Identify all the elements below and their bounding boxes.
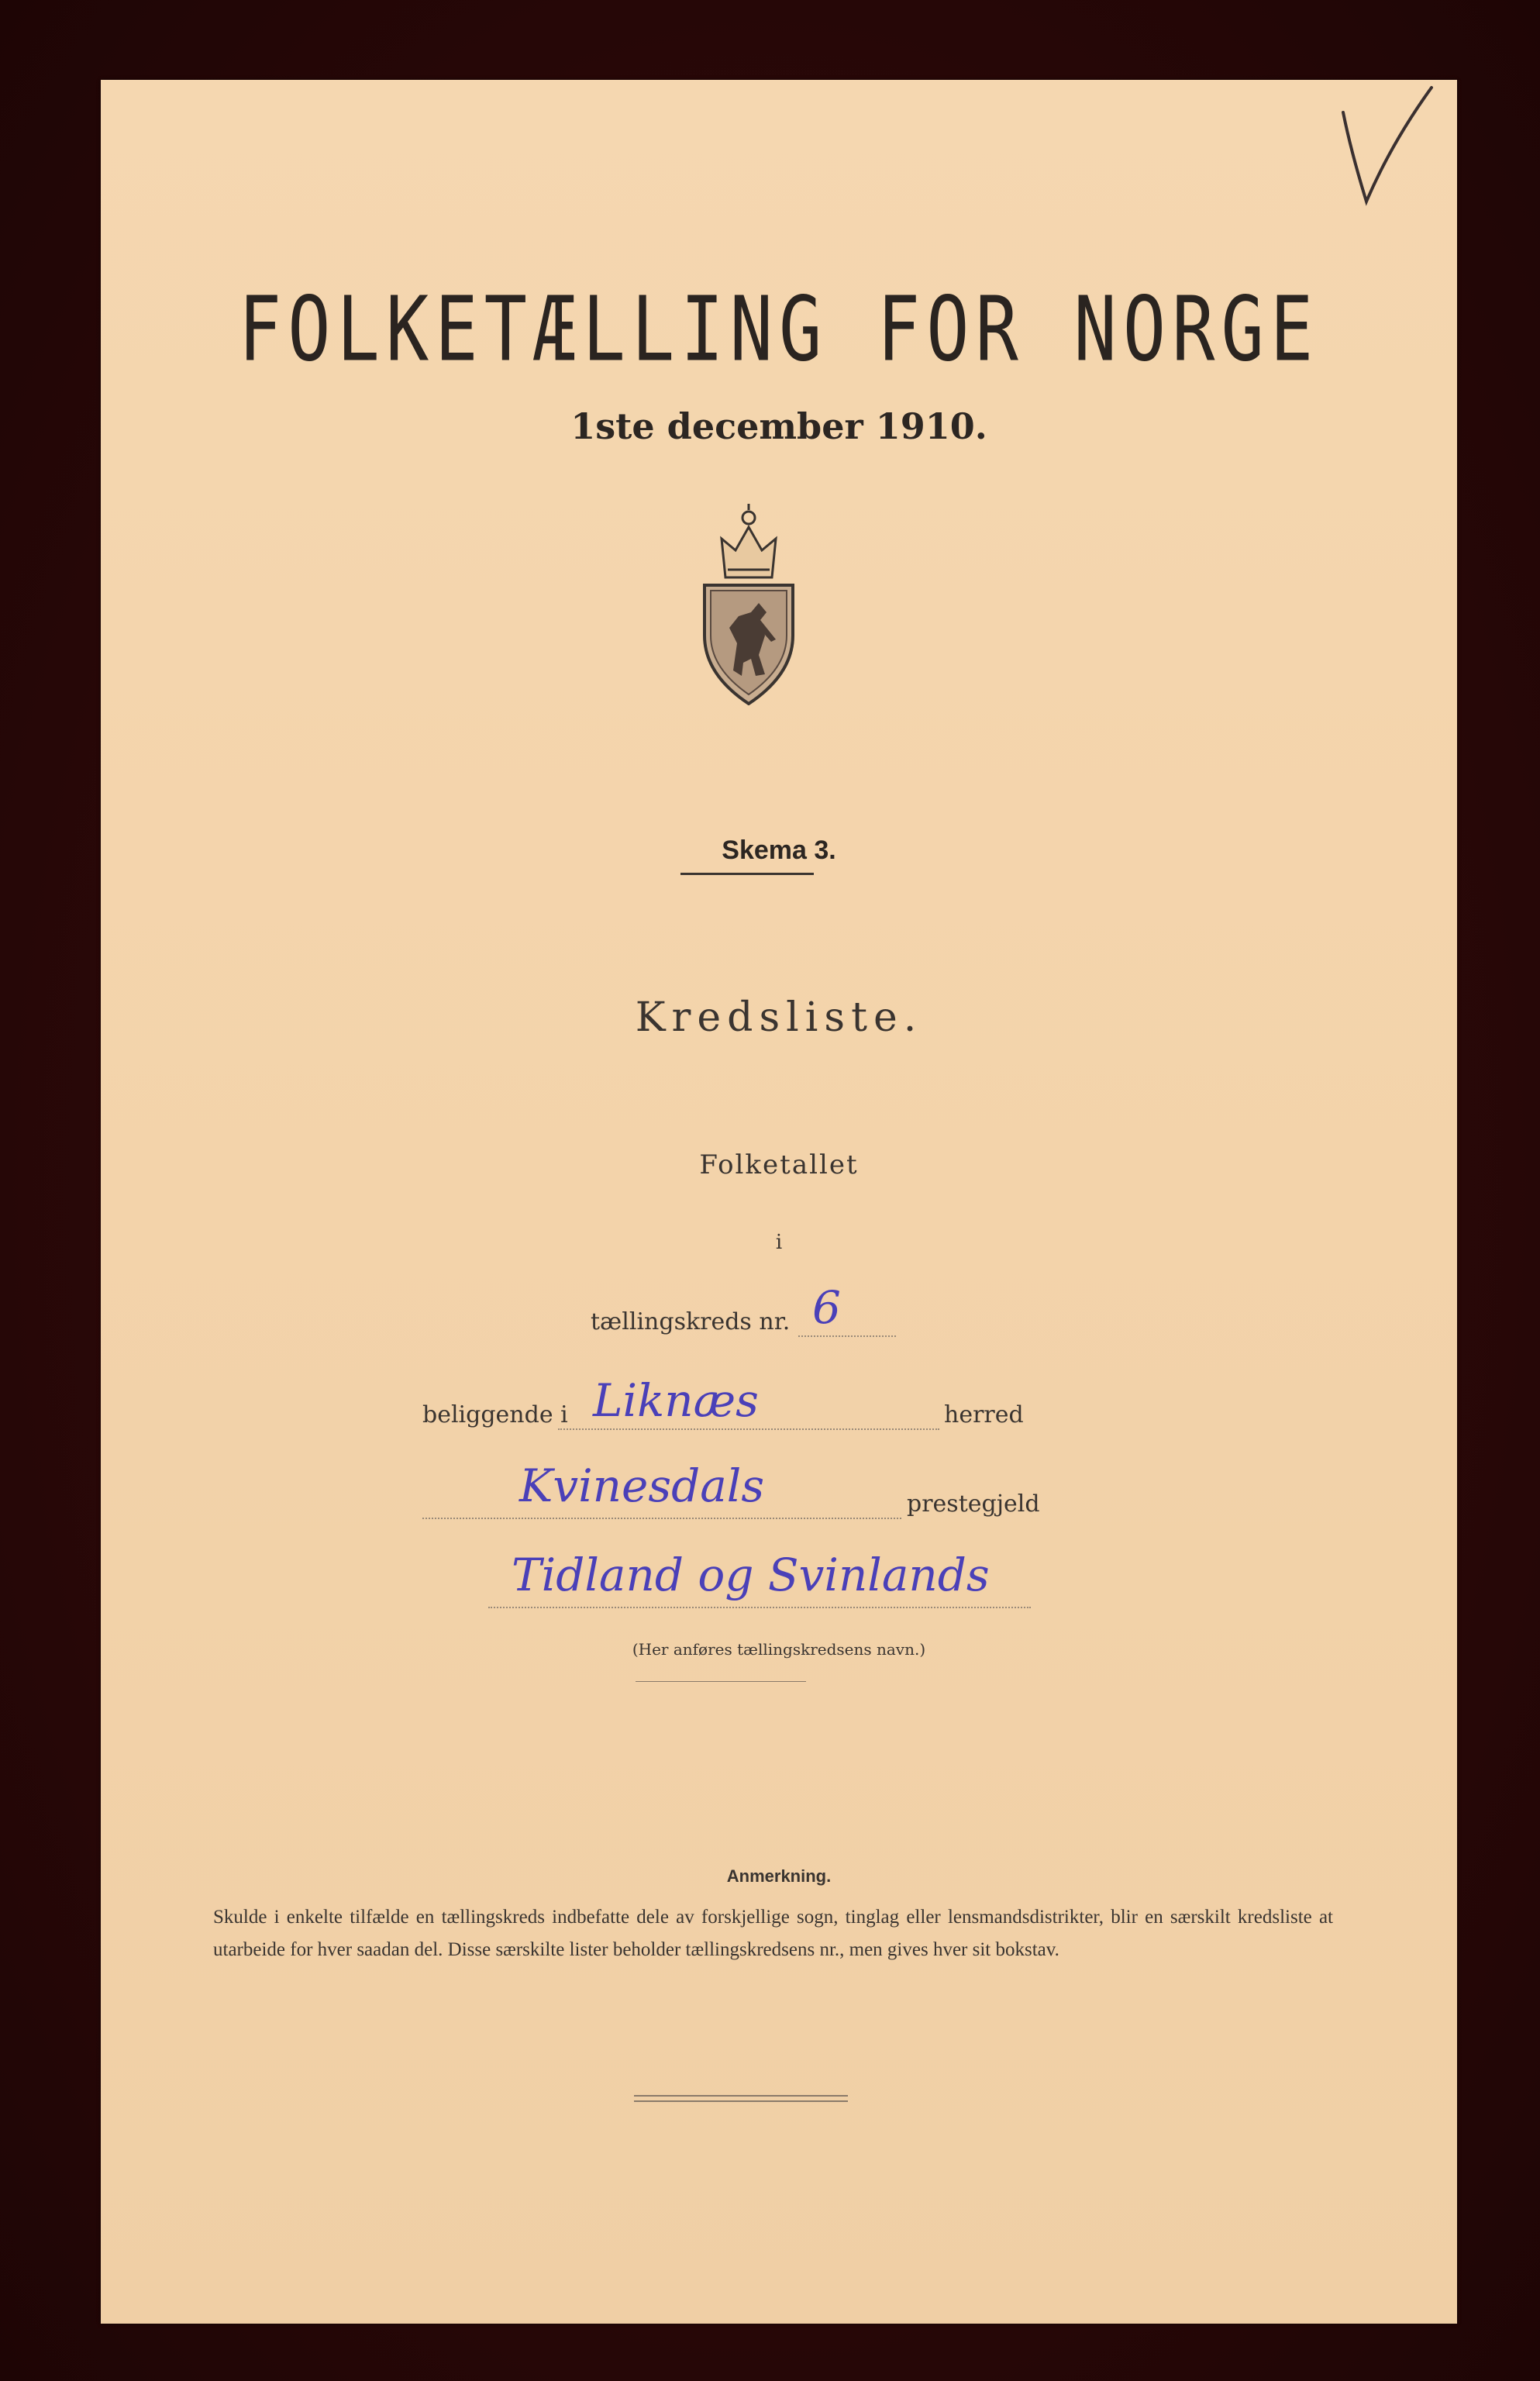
note-title: Anmerkning. xyxy=(726,1866,832,1886)
parish-value: Kvinesdals xyxy=(519,1459,765,1512)
form-title: FOLKETÆLLING FOR NORGE xyxy=(238,277,1320,381)
footer-rule xyxy=(634,2095,848,2097)
section-divider xyxy=(636,1681,806,1682)
census-form-page xyxy=(101,80,1457,2324)
herred-line xyxy=(558,1428,939,1430)
footer-rule-second xyxy=(634,2100,848,2102)
herred-value: Liknæs xyxy=(593,1374,759,1427)
note-body: Skulde i enkelte tilfælde en tællingskreds indbefatte dele av forskjellige sogn, tinglag eller lensmandsdistrikter, blir en særskilt kredsliste at utarbeide for hver saadan del. Disse særskilte lister beholder tællingskredsens nr., men gives hver sit bokstav. xyxy=(213,1907,1333,1960)
district-name-caption: (Her anføres tællingskredsens navn.) xyxy=(632,1640,926,1659)
parish-label: prestegjeld xyxy=(907,1490,1040,1518)
herred-label: herred xyxy=(944,1401,1024,1428)
district-number-line xyxy=(798,1335,896,1337)
schema-label: Skema 3. xyxy=(722,836,836,865)
preposition: i xyxy=(775,1231,783,1254)
form-date: 1ste december 1910. xyxy=(570,405,987,447)
district-name-line xyxy=(488,1607,1031,1608)
located-label: beliggende i xyxy=(422,1401,568,1428)
norwegian-coat-of-arms-icon xyxy=(691,504,807,705)
form-heading: Kredsliste. xyxy=(635,994,923,1041)
schema-underline xyxy=(680,873,814,875)
district-number-value: 6 xyxy=(812,1281,841,1334)
district-number-label: tællingskreds nr. xyxy=(591,1308,791,1335)
form-subheading: Folketallet xyxy=(699,1149,859,1180)
check-mark-icon xyxy=(1337,81,1438,213)
parish-line xyxy=(422,1518,901,1519)
district-name-value: Tidland og Svinlands xyxy=(512,1549,990,1601)
